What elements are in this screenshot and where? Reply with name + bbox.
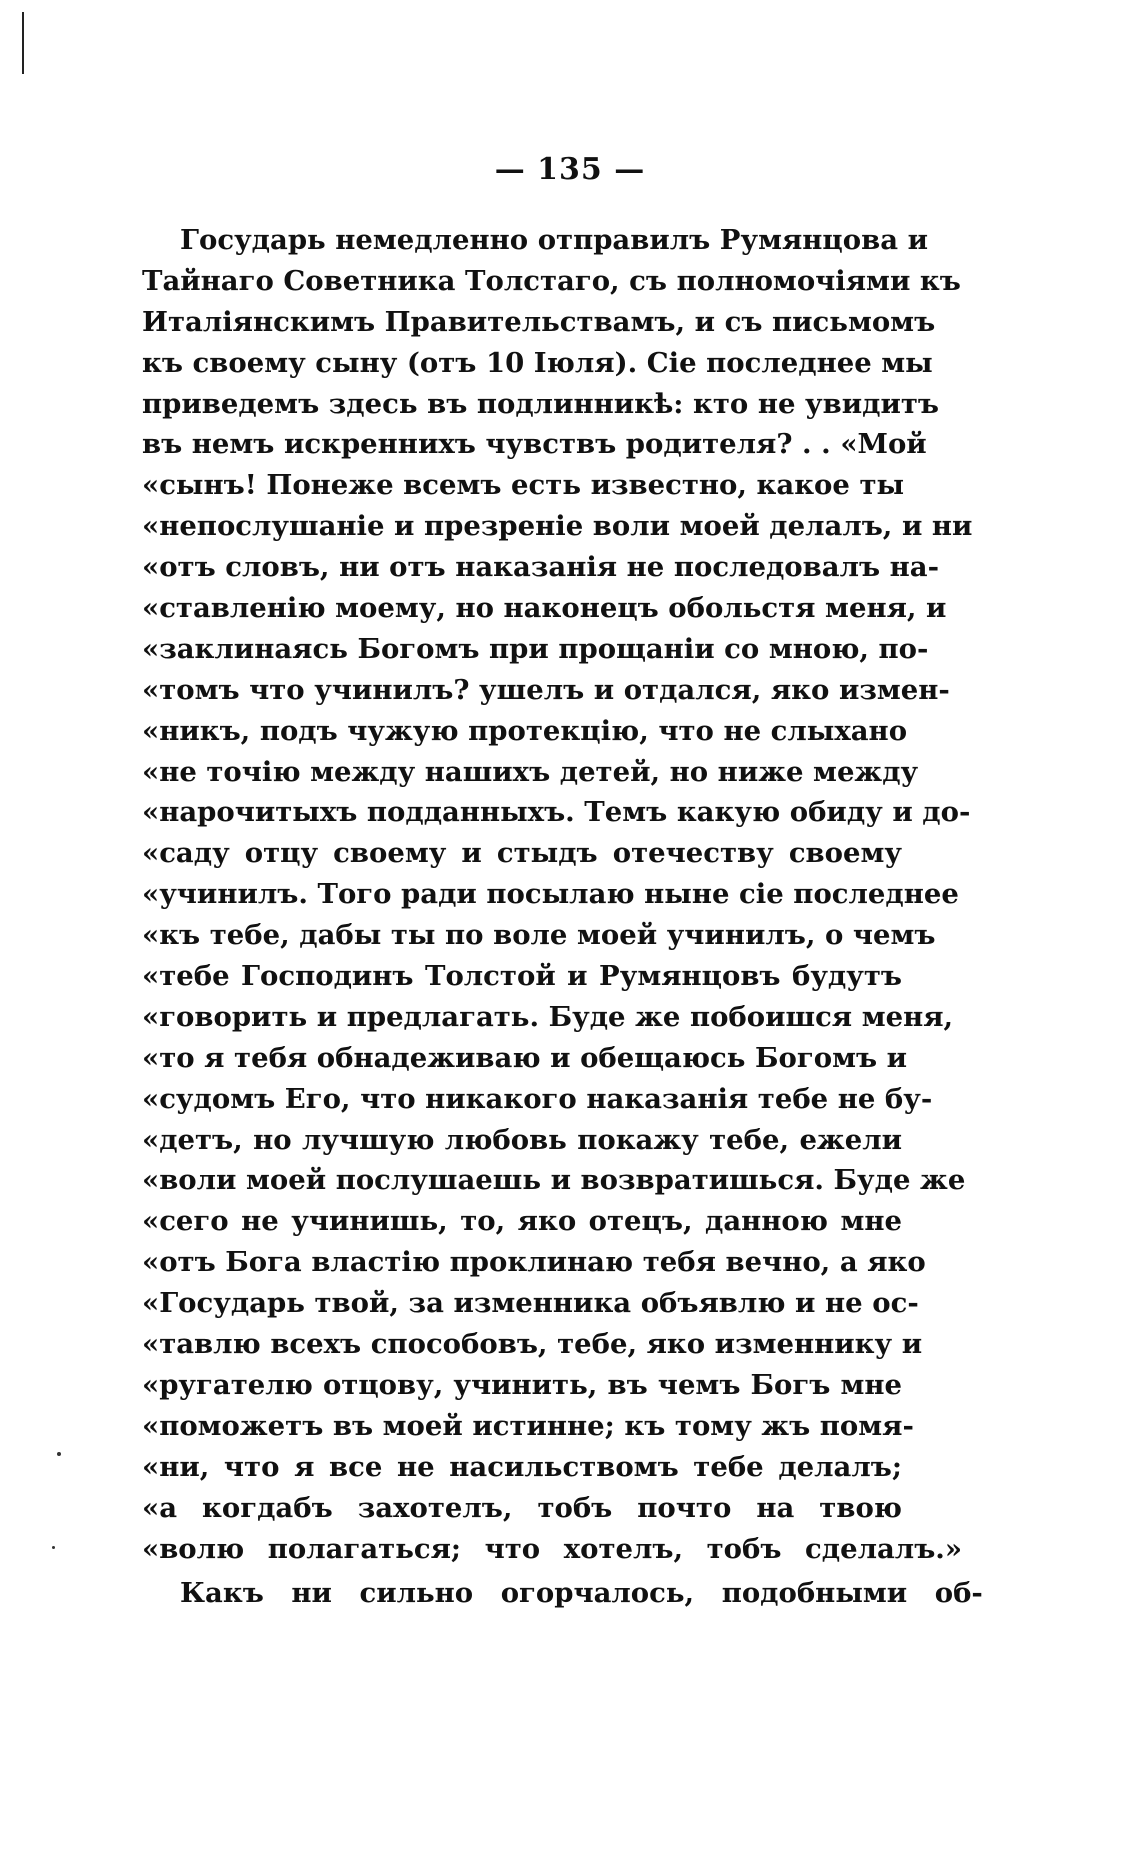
text-line: «саду отцу своему и стыдъ отечеству своему [142,837,902,870]
text-line: къ своему сыну (отъ 10 Іюля). Сіе последнее мы [142,346,933,379]
text-line: «говорить и предлагать. Буде же побоишся меня, [142,1000,954,1033]
text-line: «непослушаніе и презреніе воли моей делалъ, и ни [142,510,973,543]
paragraph-1 [142,220,973,1569]
text-line: «тебе Господинъ Толстой и Румянцовъ будутъ [142,960,902,993]
text-line: «сего не учинишь, то, яко отецъ, данною мне [142,1205,902,1238]
text-line: «Государь твой, за изменника объявлю и не ос- [142,1287,919,1320]
text-line: въ немъ искреннихъ чувствъ родителя? . . «Мой [142,428,927,461]
scan-speck [52,1546,55,1549]
text-line: приведемъ здесь въ подлинникѣ: кто не увидитъ [142,387,940,420]
text-line: «къ тебе, дабы ты по воле моей учинилъ, о чемъ [142,919,936,952]
text-line: «томъ что учинилъ? ушелъ и отдался, яко измен- [142,673,950,706]
text-line: «ни, что я все не насильствомъ тебе делалъ; [142,1450,902,1483]
text-line: «а когдабъ захотелъ, тобъ почто на твою [142,1491,902,1524]
text-line: Государь немедленно отправилъ Румянцова и [180,224,928,256]
text-line: «судомъ Его, что никакого наказанія тебе не бу- [142,1082,933,1115]
scan-margin-mark [22,12,24,74]
paragraph-2 [142,1573,983,1614]
text-line: Какъ ни сильно огорчалось, подобными об- [180,1577,983,1610]
scan-speck [57,1452,61,1456]
text-line: «заклинаясь Богомъ при прощаніи со мною, по- [142,632,929,665]
page-number: — 135 — [494,152,646,187]
text-line: «тавлю всехъ способовъ, тебе, яко изменнику и [142,1328,923,1361]
text-line: «отъ словъ, ни отъ наказанія не последовалъ на- [142,551,939,584]
text-line: «нарочитыхъ подданныхъ. Темъ какую обиду и до- [142,796,971,829]
text-line: «учинилъ. Того ради посылаю ныне сіе последнее [142,878,959,911]
text-line: «сынъ! Понеже всемъ есть известно, какое ты [142,469,905,502]
text-line: «поможетъ въ моей истинне; къ тому жъ помя- [142,1409,914,1442]
text-line: «то я тебя обнадеживаю и обещаюсь Богомъ и [142,1041,908,1074]
text-line: «детъ, но лучшую любовь покажу тебе, ежели [142,1123,902,1156]
text-line: «ставленію моему, но наконецъ обольстя меня, и [142,592,947,625]
text-line: «не точію между нашихъ детей, но ниже между [142,755,919,788]
text-line: «ругателю отцову, учинить, въ чемъ Богъ мне [142,1368,902,1401]
body-text [142,220,983,1614]
text-line: Тайнаго Советника Толстаго, съ полномочіями къ [142,264,961,297]
text-line: «воли моей послушаешь и возвратишься. Буде же [142,1164,966,1197]
text-line: «отъ Бога властію проклинаю тебя вечно, а яко [142,1246,926,1279]
text-line: «волю полагаться; что хотелъ, тобъ сделалъ.» [142,1532,963,1565]
text-line: «никъ, подъ чужую протекцію, что не слыхано [142,714,908,747]
text-line: Италіянскимъ Правительствамъ, и съ письмомъ [142,305,936,338]
